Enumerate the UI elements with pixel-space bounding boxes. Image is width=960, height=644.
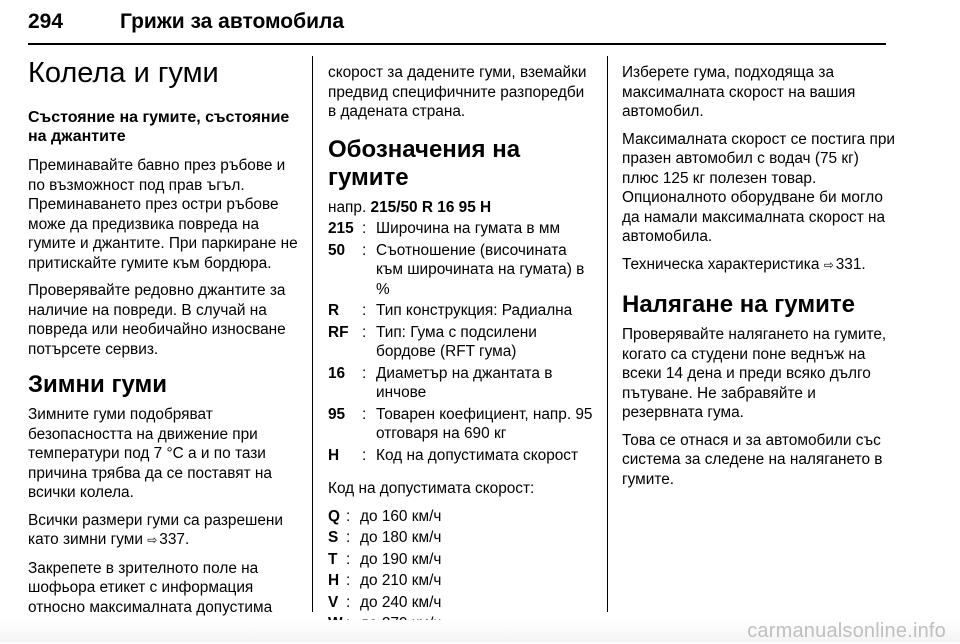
column-divider [607,56,608,612]
definition-row-value: Широчина на гумата в мм [376,220,561,237]
speed-row-separator: : [346,572,351,589]
definition-row-key: H [328,446,340,464]
paragraph: Закрепете в зрителното поле на шофьора етикет с информация относно максималната допустима [28,559,273,616]
ref-text: Всички размери гуми са разрешени като зимни гуми [28,511,284,548]
paragraph-with-ref [622,255,898,276]
column-1 [28,56,300,625]
paragraph-with-ref [28,511,300,551]
definition-row [328,323,596,362]
watermark-bar [0,620,960,642]
speed-row-separator: : [346,507,351,525]
definition-row-separator: : [362,405,367,423]
speed-row-value: до 160 км/ч [360,507,442,525]
page-ref-icon: ⇨ [823,257,834,272]
speed-row-key: T [328,550,338,568]
chapter-title: Колела и гуми [28,57,219,89]
speed-row [328,550,596,570]
page-ref-icon: ⇨ [147,533,158,547]
definition-row [328,219,596,239]
paragraph: Зимните гуми подобряват безопасността на движение при температури под 7 °C а и по тази причина трябва да се поставят на всички колела. [28,406,272,501]
example-value: 215/50 R 16 95 H [370,198,492,216]
column-3 [622,63,898,497]
watermark-text: carmanualsonline.info [747,620,946,642]
speed-intro: Код на допустимата скорост: [328,480,535,497]
speed-row-key: H [328,572,340,589]
definition-row-key: RF [328,323,349,341]
paragraph: Това се отнася и за автомобили със система за следене на налягането в гумите. [622,431,883,488]
speed-row [328,507,596,527]
section-heading-tire-pressure: Налягане на гумите [622,291,855,318]
definition-row-separator: : [362,323,367,341]
speed-row-value: до 180 км/ч [360,529,442,546]
speed-row-key: Q [328,507,340,525]
definition-row-key: R [328,302,340,319]
definition-row-separator: : [362,220,367,237]
speed-row-separator: : [346,529,351,546]
paragraph: Проверявайте налягането на гумите, когато са студени поне веднъж на всеки 14 дена и преди всяко дълго пътуване. Не забравяйте и резервната гума. [622,326,887,421]
sub-heading: Състояние на гумите, състояние на джантите [28,109,290,145]
definition-row [328,364,596,403]
paragraph: скорост за дадените гуми, вземайки предвид специфичните разпоредби в дадената страна. [328,64,587,120]
page-header [28,10,928,44]
definition-row-key: 16 [328,364,346,382]
definition-row-separator: : [362,241,367,259]
speed-row-key: S [328,529,339,546]
definition-row-separator: : [362,364,367,382]
speed-row-value: до 210 км/ч [360,572,442,589]
speed-row [328,528,596,548]
definition-row-value: Диаметър на джантата в инчове [376,364,553,401]
page-ref-link[interactable]: 331. [835,255,866,273]
definition-row-separator: : [362,302,367,319]
definition-row [328,301,596,321]
definition-row-separator: : [362,446,367,464]
definition-row-value: Съотношение (височината към широчината на гумата) в % [376,241,585,298]
definition-row [328,241,596,300]
section-heading-tire-marking: Обозначения на гумите [328,135,521,191]
definition-row-key: 95 [328,405,346,423]
definition-row-value: Тип: Гума с подсилени бордове (RFT гума) [376,323,537,360]
section-heading-winter: Зимни гуми [28,371,167,398]
page-ref-link[interactable]: 337. [159,531,190,548]
paragraph: Максималната скорост се постига при празен автомобил с водач (75 кг) плюс 125 кг полезен товар. Опционалното оборудване би могло да намали максималната скорост на автомобила. [622,130,895,245]
header-rule [28,43,886,45]
definition-row-key: 215 [328,220,354,237]
definition-row [328,405,596,444]
paragraph: Проверявайте редовно джантите за наличие на повреди. В случай на повреда или необичайно износване потърсете сервиз. [28,282,286,358]
paragraph: Изберете гума, подходяща за максималната скорост на вашия автомобил. [622,64,856,120]
definition-row [328,446,596,466]
speed-row-separator: : [346,593,351,611]
column-2 [328,63,596,644]
definition-row-value: Товарен коефициент, напр. 95 отговаря на 690 кг [376,405,593,442]
definition-row-value: Код на допустимата скорост [376,446,579,464]
speed-row [328,593,596,613]
ref-text: Техническа характеристика [622,255,824,273]
example-label: напр. [328,198,371,216]
speed-row-value: до 240 км/ч [360,593,442,611]
speed-row-separator: : [346,550,351,568]
definition-row-key: 50 [328,241,346,259]
example-line [328,198,596,218]
definition-row-value: Тип конструкция: Радиална [376,302,573,319]
running-title: Грижи за автомобила [120,10,345,33]
paragraph: Преминавайте бавно през ръбове и по възможност под прав ъгъл. Преминаването през остри ръбове може да предизвика повреда на гумите и джантите. При паркиране не притискайте гумите към бордюра. [28,157,298,272]
definition-list [328,219,596,465]
speed-code-list [328,507,596,634]
page-number: 294 [28,10,64,33]
speed-row [328,571,596,591]
column-divider [312,56,313,612]
speed-row-value: до 190 км/ч [360,550,442,568]
speed-row-key: V [328,593,339,611]
